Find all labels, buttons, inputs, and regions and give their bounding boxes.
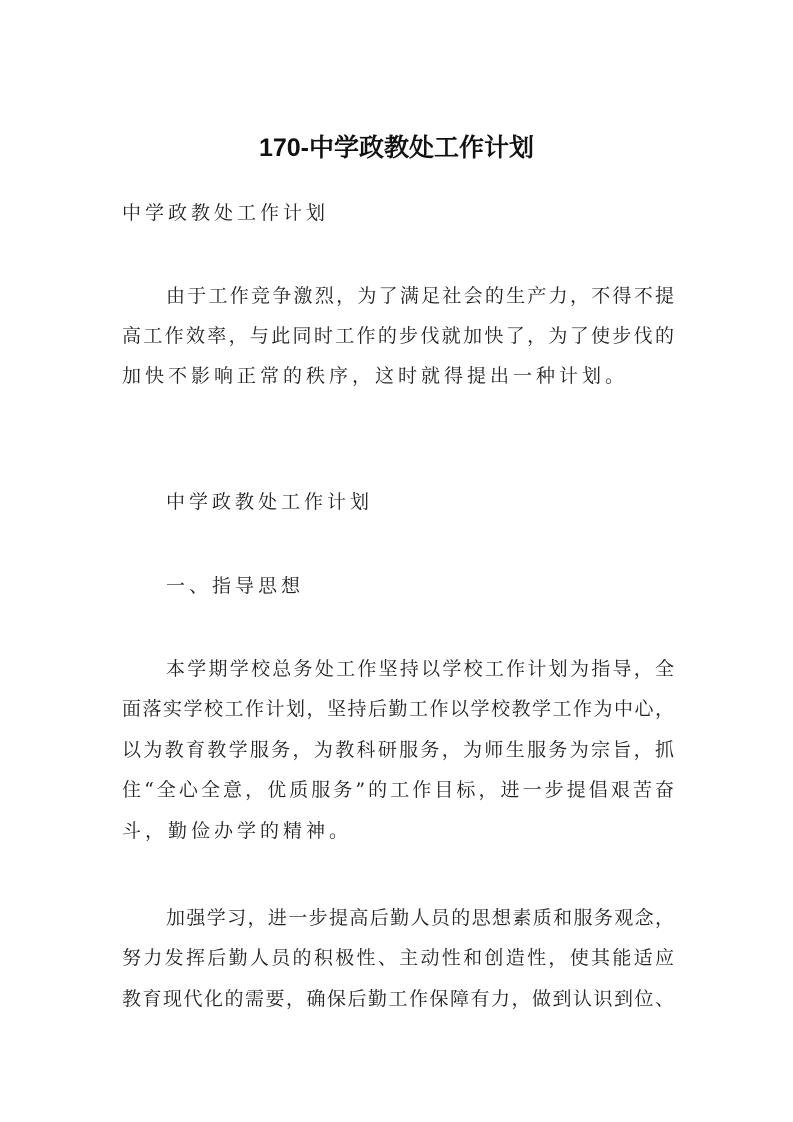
document-title: 170-中学政教处工作计划 — [258, 134, 535, 162]
section-title: 中学政教处工作计划 — [166, 491, 374, 513]
paragraph-line: 由于工作竞争激烈，为了满足社会的生产力，不得不提 — [166, 285, 674, 307]
paragraph-line: 斗，勤俭办学的精神。 — [122, 820, 353, 842]
paragraph-line: 高工作效率，与此同时工作的步伐就加快了，为了使步伐的 — [122, 325, 674, 347]
paragraph-line: 努力发挥后勤人员的积极性、主动性和创造性，使其能适应 — [122, 947, 674, 969]
paragraph-line: 本学期学校总务处工作坚持以学校工作计划为指导，全 — [166, 658, 674, 680]
paragraph-line: 加快不影响正常的秩序，这时就得提出一种计划。 — [122, 365, 629, 387]
paragraph-line: 教育现代化的需要，确保后勤工作保障有力，做到认识到位、 — [122, 988, 674, 1010]
paragraph-line: 住“全心全意，优质服务”的工作目标，进一步提倡艰苦奋 — [122, 779, 674, 801]
document-subtitle: 中学政教处工作计划 — [122, 202, 330, 224]
paragraph-line: 以为教育教学服务，为教科研服务，为师生服务为宗旨，抓 — [122, 739, 674, 761]
section-heading: 一、指导思想 — [166, 575, 305, 597]
paragraph-line: 加强学习，进一步提高后勤人员的思想素质和服务观念， — [166, 907, 674, 929]
paragraph-line: 面落实学校工作计划，坚持后勤工作以学校教学工作为中心， — [122, 698, 674, 720]
